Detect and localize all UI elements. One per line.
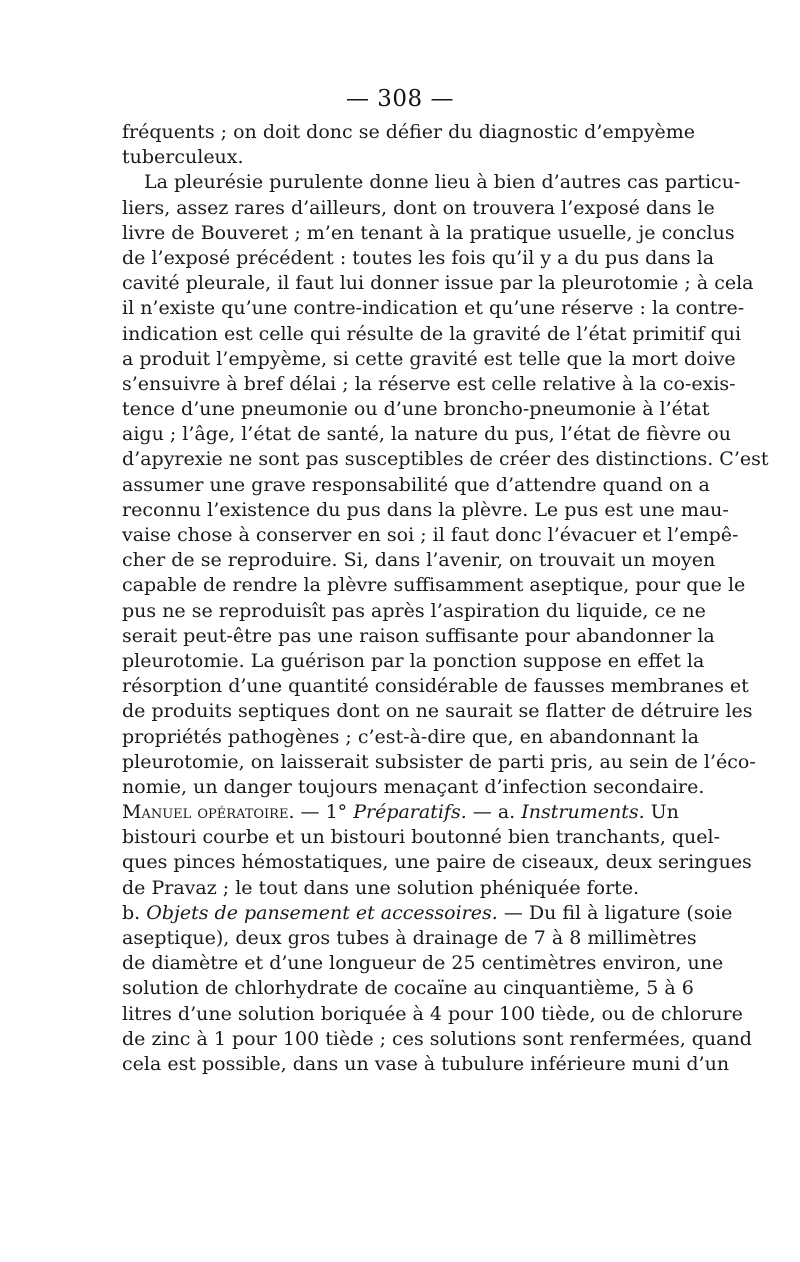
subheading-objets: Objets de pansement et accessoires. bbox=[146, 901, 498, 924]
subsection-lines bbox=[122, 926, 752, 1077]
text-line: résorption d’une quantité considérable de fausses membranes et bbox=[122, 675, 749, 698]
text-line: tuberculeux. bbox=[122, 146, 244, 169]
text-line: de zinc à 1 pour 100 tiède ; ces solutions sont renfermées, quand bbox=[122, 1027, 752, 1050]
subsection-heading-line bbox=[122, 901, 733, 926]
page-number: — 308 — bbox=[345, 86, 455, 112]
section-heading: Manuel opératoire. bbox=[122, 801, 295, 824]
text-line: solution de chlorhydrate de cocaïne au cinquantième, 5 à 6 bbox=[122, 977, 694, 1000]
subsection-heading-tail: — Du fil à ligature (soie bbox=[497, 901, 733, 924]
text-line: d’apyrexie ne sont pas susceptibles de créer des distinctions. C’est bbox=[122, 448, 769, 471]
text-line: de l’exposé précédent : toutes les fois qu’il y a du pus dans la bbox=[122, 246, 715, 269]
text-line: pleurotomie, on laisserait subsister de parti pris, au sein de l’éco- bbox=[122, 750, 756, 773]
text-line: pus ne se reproduisît pas après l’aspiration du liquide, ce ne bbox=[122, 599, 706, 622]
text-line: de Pravaz ; le tout dans une solution phéniquée forte. bbox=[122, 876, 640, 899]
section-heading-line bbox=[122, 800, 679, 825]
subsection-prefix: b. bbox=[122, 901, 147, 924]
text-line: ques pinces hémostatiques, une paire de ciseaux, deux seringues bbox=[122, 851, 752, 874]
section-heading-sep-2: — a. bbox=[466, 801, 522, 824]
body-text bbox=[122, 120, 769, 1077]
text-line: de produits septiques dont on ne saurait se flatter de détruire les bbox=[122, 700, 753, 723]
text-line: capable de rendre la plèvre suffisamment aseptique, pour que le bbox=[122, 574, 746, 597]
text-line: propriétés pathogènes ; c’est-à-dire que, en abandonnant la bbox=[122, 725, 699, 748]
text-line: assumer une grave responsabilité que d’attendre quand on a bbox=[122, 473, 710, 496]
text-line: aigu ; l’âge, l’état de santé, la nature du pus, l’état de fièvre ou bbox=[122, 423, 731, 446]
text-line: liers, assez rares d’ailleurs, dont on trouvera l’exposé dans le bbox=[122, 196, 715, 219]
section-heading-tail: Un bbox=[644, 801, 679, 824]
subheading-instruments: Instruments. bbox=[521, 801, 645, 824]
text-line: nomie, un danger toujours menaçant d’infection secondaire. bbox=[122, 775, 705, 798]
text-line: pleurotomie. La guérison par la ponction suppose en effet la bbox=[122, 649, 705, 672]
text-line: bistouri courbe et un bistouri boutonné bien tranchants, quel- bbox=[122, 826, 721, 849]
text-line: indication est celle qui résulte de la gravité de l’état primitif qui bbox=[122, 322, 742, 345]
subheading-preparatifs: Préparatifs. bbox=[353, 801, 467, 824]
text-line: il n’existe qu’une contre-indication et qu’une réserve : la contre- bbox=[122, 297, 745, 320]
text-line: s’ensuivre à bref délai ; la réserve est celle relative à la co-exis- bbox=[122, 372, 736, 395]
text-line: litres d’une solution boriquée à 4 pour 100 tiède, ou de chlorure bbox=[122, 1002, 743, 1025]
text-line: vaise chose à conserver en soi ; il faut donc l’évacuer et l’empê- bbox=[122, 524, 739, 546]
section-heading-sep: — 1° bbox=[294, 801, 354, 824]
text-line: reconnu l’existence du pus dans la plèvre. Le pus est une mau- bbox=[122, 498, 729, 521]
text-line: tence d’une pneumonie ou d’une broncho-pneumonie à l’état bbox=[122, 398, 710, 421]
text-line: serait peut-être pas une raison suffisante pour abandonner la bbox=[122, 624, 715, 647]
text-line: cher de se reproduire. Si, dans l’avenir, on trouvait un moyen bbox=[122, 549, 716, 572]
text-line: aseptique), deux gros tubes à drainage de 7 à 8 millimètres bbox=[122, 927, 697, 949]
text-line: fréquents ; on doit donc se défier du diagnostic d’empyème bbox=[122, 121, 696, 143]
text-line: cavité pleurale, il faut lui donner issue par la pleurotomie ; à cela bbox=[122, 272, 754, 295]
text-line: livre de Bouveret ; m’en tenant à la pratique usuelle, je conclus bbox=[122, 221, 735, 244]
section-lines bbox=[122, 825, 752, 901]
paragraph-lines bbox=[122, 120, 769, 800]
text-line: La pleurésie purulente donne lieu à bien d’autres cas particu- bbox=[144, 171, 741, 194]
text-line: a produit l’empyème, si cette gravité est telle que la mort doive bbox=[122, 347, 736, 370]
text-line: cela est possible, dans un vase à tubulure inférieure muni d’un bbox=[122, 1052, 730, 1075]
text-line: de diamètre et d’une longueur de 25 centimètres environ, une bbox=[122, 952, 724, 975]
